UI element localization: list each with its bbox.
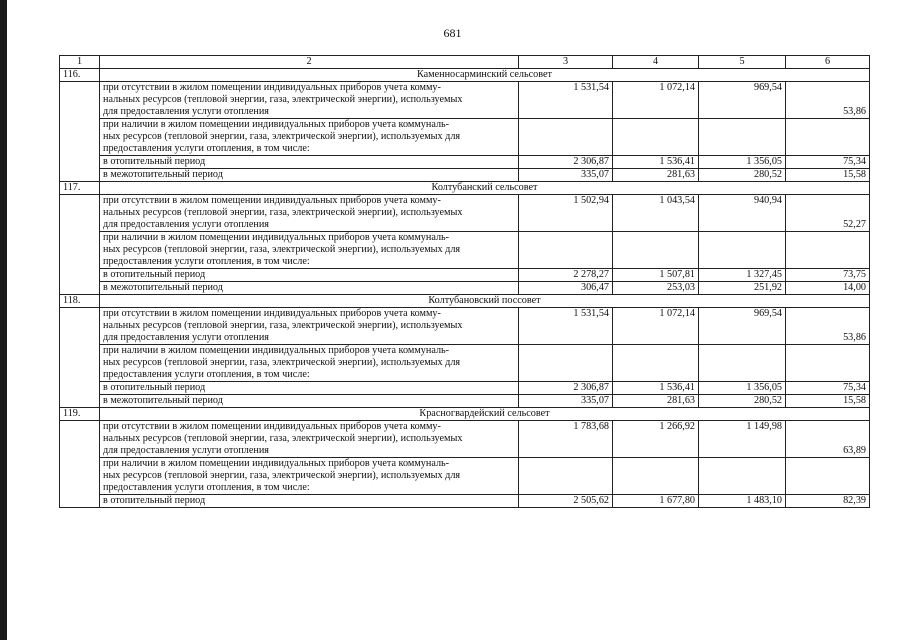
value-v3: 2 306,87 <box>519 156 613 169</box>
value-v3: 1 502,94 <box>519 195 613 232</box>
description-line: при наличии в жилом помещении индивидуальных приборов учета коммуналь- <box>103 232 450 243</box>
description-line: для предоставления услуги отопления <box>103 445 269 456</box>
value-empty <box>699 458 786 495</box>
column-header-2: 2 <box>100 56 519 69</box>
value-v4: 1 266,92 <box>613 421 699 458</box>
column-header-3: 3 <box>519 56 613 69</box>
section-name: Колтубановский поссовет <box>100 295 870 308</box>
tariff-row-heating-period <box>60 495 870 508</box>
column-header-row <box>60 56 870 69</box>
value-empty <box>519 458 613 495</box>
section-name: Каменносарминский сельсовет <box>100 69 870 82</box>
heating-period-label: в отопительный период <box>100 495 519 508</box>
description-line: при наличии в жилом помещении индивидуальных приборов учета коммуналь- <box>103 345 450 356</box>
value-v5: 1 483,10 <box>699 495 786 508</box>
value-v6: 15,58 <box>786 395 870 408</box>
value-empty <box>613 458 699 495</box>
description-line: ных ресурсов (тепловой энергии, газа, электрической энергии), используемых для <box>103 244 461 255</box>
section-name: Колтубанский сельсовет <box>100 182 870 195</box>
value-v3: 1 531,54 <box>519 82 613 119</box>
section-number: 118. <box>60 295 100 308</box>
value-v5: 1 356,05 <box>699 382 786 395</box>
description-line: при отсутствии в жилом помещении индивидуальных приборов учета комму- <box>103 82 441 93</box>
description-line: при отсутствии в жилом помещении индивидуальных приборов учета комму- <box>103 421 441 432</box>
description-with-meters <box>100 119 519 156</box>
description-line: предоставления услуги отопления, в том числе: <box>103 369 310 380</box>
value-empty <box>519 119 613 156</box>
description-line: при наличии в жилом помещении индивидуальных приборов учета коммуналь- <box>103 458 450 469</box>
column-header-6: 6 <box>786 56 870 69</box>
column-header-5: 5 <box>699 56 786 69</box>
value-v5: 280,52 <box>699 169 786 182</box>
value-v4: 1 536,41 <box>613 382 699 395</box>
value-v5: 1 356,05 <box>699 156 786 169</box>
description-without-meters <box>100 82 519 119</box>
tariff-row-interheating-period <box>60 169 870 182</box>
value-v4: 1 072,14 <box>613 308 699 345</box>
value-empty <box>699 345 786 382</box>
value-v6: 75,34 <box>786 156 870 169</box>
value-v5: 969,54 <box>699 308 786 345</box>
description-line: для предоставления услуги отопления <box>103 219 269 230</box>
section-header-row <box>60 182 870 195</box>
description-line: предоставления услуги отопления, в том числе: <box>103 482 310 493</box>
tariff-row-heating-period <box>60 269 870 282</box>
value-v6: 53,86 <box>786 82 870 119</box>
section-name: Красногвардейский сельсовет <box>100 408 870 421</box>
value-empty <box>786 345 870 382</box>
value-v4: 1 072,14 <box>613 82 699 119</box>
value-v4: 1 507,81 <box>613 269 699 282</box>
value-empty <box>519 345 613 382</box>
number-cell-blank <box>60 195 100 295</box>
value-v4: 1 536,41 <box>613 156 699 169</box>
value-v4: 281,63 <box>613 169 699 182</box>
tariff-row-without-meters <box>60 308 870 345</box>
value-empty <box>786 458 870 495</box>
value-v6: 75,34 <box>786 382 870 395</box>
value-v3: 306,47 <box>519 282 613 295</box>
tariff-row-without-meters <box>60 421 870 458</box>
description-with-meters <box>100 458 519 495</box>
description-line: при наличии в жилом помещении индивидуальных приборов учета коммуналь- <box>103 119 450 130</box>
value-v6: 63,89 <box>786 421 870 458</box>
description-line: ных ресурсов (тепловой энергии, газа, электрической энергии), используемых для <box>103 131 461 142</box>
tariff-row-with-meters <box>60 119 870 156</box>
description-line: нальных ресурсов (тепловой энергии, газа, электрической энергии), используемых <box>103 207 463 218</box>
section-header-row <box>60 69 870 82</box>
tariff-row-interheating-period <box>60 282 870 295</box>
column-header-4: 4 <box>613 56 699 69</box>
interheating-period-label: в межотопительный период <box>100 169 519 182</box>
number-cell-blank <box>60 82 100 182</box>
value-v3: 2 306,87 <box>519 382 613 395</box>
value-v4: 281,63 <box>613 395 699 408</box>
tariff-table-body <box>60 56 870 508</box>
value-empty <box>519 232 613 269</box>
value-v6: 82,39 <box>786 495 870 508</box>
page-number: 681 <box>443 26 462 40</box>
value-v5: 1 149,98 <box>699 421 786 458</box>
value-empty <box>786 232 870 269</box>
tariff-row-interheating-period <box>60 395 870 408</box>
value-v4: 1 043,54 <box>613 195 699 232</box>
value-v6: 73,75 <box>786 269 870 282</box>
value-empty <box>786 119 870 156</box>
value-empty <box>699 232 786 269</box>
description-line: для предоставления услуги отопления <box>103 332 269 343</box>
tariff-row-without-meters <box>60 82 870 119</box>
tariff-row-with-meters <box>60 458 870 495</box>
value-v4: 1 677,80 <box>613 495 699 508</box>
value-v5: 1 327,45 <box>699 269 786 282</box>
value-v5: 251,92 <box>699 282 786 295</box>
value-empty <box>613 345 699 382</box>
value-v3: 335,07 <box>519 395 613 408</box>
tariff-row-with-meters <box>60 232 870 269</box>
description-line: ных ресурсов (тепловой энергии, газа, электрической энергии), используемых для <box>103 357 461 368</box>
value-v6: 52,27 <box>786 195 870 232</box>
value-v4: 253,03 <box>613 282 699 295</box>
tariff-row-with-meters <box>60 345 870 382</box>
value-v6: 15,58 <box>786 169 870 182</box>
value-v3: 2 278,27 <box>519 269 613 282</box>
number-cell-blank <box>60 308 100 408</box>
description-without-meters <box>100 421 519 458</box>
value-v3: 1 783,68 <box>519 421 613 458</box>
section-number: 119. <box>60 408 100 421</box>
description-line: нальных ресурсов (тепловой энергии, газа, электрической энергии), используемых <box>103 433 463 444</box>
description-line: предоставления услуги отопления, в том числе: <box>103 256 310 267</box>
description-line: нальных ресурсов (тепловой энергии, газа, электрической энергии), используемых <box>103 320 463 331</box>
value-v6: 14,00 <box>786 282 870 295</box>
value-v5: 940,94 <box>699 195 786 232</box>
value-v3: 2 505,62 <box>519 495 613 508</box>
section-header-row <box>60 408 870 421</box>
interheating-period-label: в межотопительный период <box>100 395 519 408</box>
description-without-meters <box>100 195 519 232</box>
description-line: предоставления услуги отопления, в том числе: <box>103 143 310 154</box>
heating-period-label: в отопительный период <box>100 269 519 282</box>
description-line: для предоставления услуги отопления <box>103 106 269 117</box>
value-v5: 969,54 <box>699 82 786 119</box>
description-with-meters <box>100 345 519 382</box>
description-line: при отсутствии в жилом помещении индивидуальных приборов учета комму- <box>103 195 441 206</box>
description-line: ных ресурсов (тепловой энергии, газа, электрической энергии), используемых для <box>103 470 461 481</box>
binding-edge <box>0 0 7 640</box>
tariff-row-heating-period <box>60 156 870 169</box>
heating-period-label: в отопительный период <box>100 156 519 169</box>
value-v6: 53,86 <box>786 308 870 345</box>
tariff-row-heating-period <box>60 382 870 395</box>
description-without-meters <box>100 308 519 345</box>
heating-period-label: в отопительный период <box>100 382 519 395</box>
interheating-period-label: в межотопительный период <box>100 282 519 295</box>
value-v3: 1 531,54 <box>519 308 613 345</box>
value-v5: 280,52 <box>699 395 786 408</box>
value-empty <box>613 232 699 269</box>
section-header-row <box>60 295 870 308</box>
column-header-1: 1 <box>60 56 100 69</box>
section-number: 116. <box>60 69 100 82</box>
description-line: нальных ресурсов (тепловой энергии, газа, электрической энергии), используемых <box>103 94 463 105</box>
number-cell-blank <box>60 421 100 508</box>
description-line: при отсутствии в жилом помещении индивидуальных приборов учета комму- <box>103 308 441 319</box>
tariff-table <box>59 55 870 508</box>
value-empty <box>699 119 786 156</box>
section-number: 117. <box>60 182 100 195</box>
description-with-meters <box>100 232 519 269</box>
value-empty <box>613 119 699 156</box>
tariff-row-without-meters <box>60 195 870 232</box>
value-v3: 335,07 <box>519 169 613 182</box>
